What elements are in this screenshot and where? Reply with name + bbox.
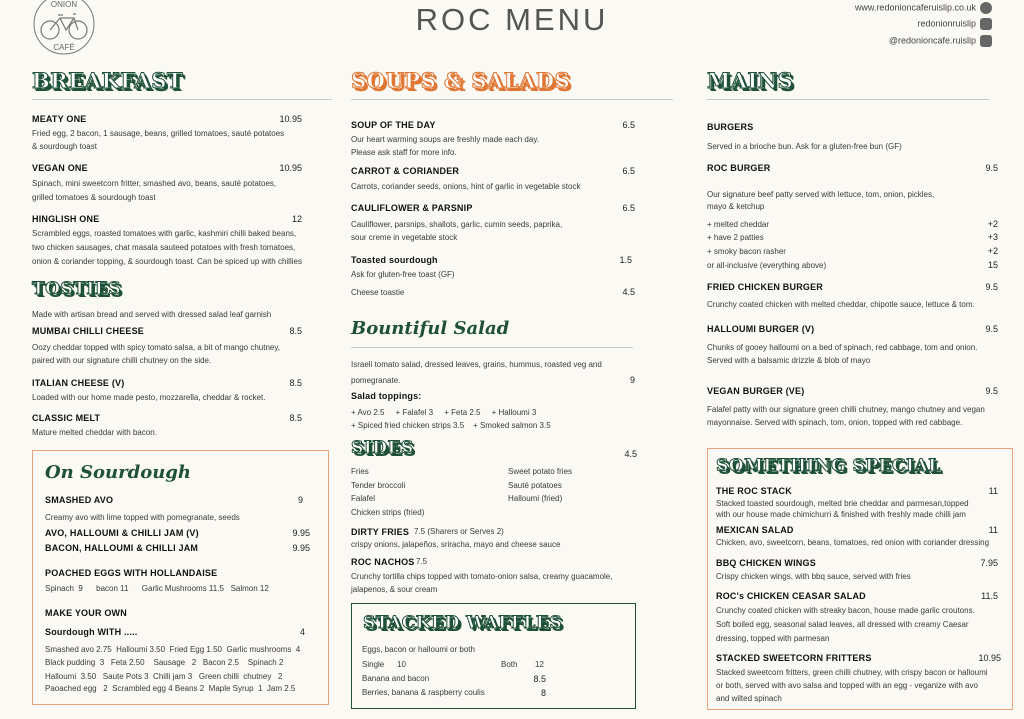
item-price: 9: [297, 495, 303, 505]
item-name: ROC BURGER: [707, 163, 771, 173]
extra-item: + have 2 patties: [707, 233, 764, 242]
instagram-icon: [980, 18, 992, 30]
item-desc: Banana and bacon: [362, 674, 430, 683]
divider: [351, 347, 633, 348]
item-name: HALLOUMI BURGER (V): [707, 324, 815, 334]
extra-price: +3: [987, 232, 998, 242]
item-desc: Loaded with our home made pesto, mozzarella, cheddar & rocket.: [32, 393, 266, 402]
item-price: 10.95: [279, 114, 302, 124]
item-desc: mayo & ketchup: [707, 202, 765, 211]
website-link[interactable]: [855, 2, 992, 14]
item-desc: Creamy avo with lime topped with pomegranate, seeds: [45, 513, 240, 522]
item-name: ITALIAN CHEESE (V): [32, 378, 125, 388]
soups-heading: SOUPS & SALADS: [351, 68, 571, 93]
toppings-line: + Avo 2.5 + Falafel 3 + Feta 2.5 + Halloumi 3: [351, 408, 537, 417]
instagram-text[interactable]: redonionruislip: [917, 18, 976, 29]
item-desc: Scrambled eggs, roasted tomatoes with garlic, kashmiri chilli baked beans,: [32, 229, 297, 238]
item-name: ROC's CHICKEN CEASAR SALAD: [716, 591, 866, 601]
item-desc: mayonnaise. Served with spinach, tom, onion, topped with red cabbage.: [707, 418, 963, 427]
facebook-icon: [980, 35, 992, 47]
waffles-heading: STACKED WAFFLES: [363, 613, 563, 633]
item-name: MUMBAI CHILLI CHEESE: [32, 326, 144, 336]
item-desc: Crunchy coated chicken with streaky bacon, house made garlic croutons.: [716, 606, 975, 615]
item-desc: Spinach 9 bacon 11 Garlic Mushrooms 11.5 Salmon 12: [45, 584, 269, 593]
extra-price: +2: [987, 219, 998, 229]
item-name: VEGAN BURGER (VE): [707, 386, 805, 396]
facebook-text[interactable]: @redonioncafe.ruislip: [888, 35, 976, 46]
item-desc: Ask for gluten-free toast (GF): [351, 270, 455, 279]
item-name: MAKE YOUR OWN: [45, 608, 127, 618]
item-desc: Cauliflower, parsnips, shallots, garlic, cumin seeds, paprika,: [351, 220, 563, 229]
item-desc: Stacked sweetcorn fritters, green chilli chutney, with crispy bacon or halloumi: [716, 668, 988, 677]
side-item: Falafel: [351, 494, 376, 503]
facebook-link[interactable]: [889, 35, 992, 47]
item-desc: two chicken sausages, chat masala sauteed potatoes with fresh tomatoes,: [32, 243, 296, 252]
item-price: 9: [629, 375, 635, 385]
item-desc: Israeli tomato salad, dressed leaves, grains, hummus, roasted veg and: [351, 360, 602, 369]
item-desc: & sourdough toast: [32, 142, 97, 151]
side-item: Sweet potato fries: [508, 467, 573, 476]
item-desc: onion & coriander topping, & sourdough toast. Can be spiced up with chillies: [32, 257, 302, 266]
toppings-label: Salad toppings:: [351, 391, 422, 401]
item-desc: grilled tomatoes & sourdough toast: [32, 193, 156, 202]
item-desc: Served in a brioche bun. Ask for a gluten-free bun (GF): [707, 142, 902, 151]
item-desc: with our house made chimichurri & finished with freshly made chilli jam: [716, 510, 966, 519]
item-price: 9.5: [985, 386, 998, 396]
toppings-line: + Spiced fried chicken strips 3.5 + Smoked salmon 3.5: [351, 421, 551, 430]
item-price: 8.5: [533, 674, 546, 684]
item-name: AVO, HALLOUMI & CHILLI JAM (V): [45, 528, 199, 538]
logo-top-text: ONION: [50, 0, 78, 9]
item-desc: Mature melted cheddar with bacon.: [32, 428, 157, 437]
item-price: 8.5: [289, 413, 302, 423]
item-price: 10: [397, 660, 406, 669]
item-name: CARROT & CORIANDER: [351, 166, 460, 176]
page-title: ROC MENU: [415, 2, 609, 37]
item-price: 9.95: [292, 543, 310, 553]
item-price: 11: [988, 525, 998, 535]
item-name: SOUP OF THE DAY: [351, 120, 436, 130]
item-price: 11.5: [981, 591, 998, 601]
tosties-heading: TOSTIES: [32, 279, 122, 299]
item-price: 9.5: [985, 163, 998, 173]
item-desc: Please ask staff for more info.: [351, 148, 457, 157]
item-name: CAULIFLOWER & PARSNIP: [351, 203, 473, 213]
item-price: 7.95: [980, 558, 998, 568]
item-price: 8: [540, 688, 546, 698]
item-desc: sour creme in vegetable stock: [351, 233, 458, 242]
divider: [351, 99, 673, 100]
item-desc: Paoached egg 2 Scrambled egg 4 Beans 2 Maple Syrup 1 Jam 2.5: [45, 684, 296, 693]
extra-price: 15: [987, 260, 998, 270]
item-price: 9.5: [985, 324, 998, 334]
sourdough-heading: On Sourdough: [45, 462, 191, 483]
divider: [32, 99, 332, 100]
item-desc: Falafel patty with our signature green chilli chutney, mango chutney and vegan: [707, 405, 985, 414]
item-price: 8.5: [289, 378, 302, 388]
logo-bottom-text: CAFÉ: [53, 43, 75, 52]
item-name: HINGLISH ONE: [32, 214, 100, 224]
item-price: 7.5: [416, 557, 428, 566]
item-desc: Oozy cheddar topped with spicy tomato salsa, a bit of mango chutney,: [32, 343, 280, 352]
item-desc: Cheese toastie: [351, 288, 405, 297]
item-desc: Halloumi 3.50 Saute Pots 3 Chilli jam 3 Green chilli chutney 2: [45, 672, 283, 681]
item-price: 6.5: [622, 120, 635, 130]
side-item: Sauté potatoes: [508, 481, 562, 490]
item-desc: Our signature beef patty served with lettuce, tom, onion, pickles,: [707, 190, 935, 199]
item-desc: crispy onions, jalapeños, sriracha, mayo and cheese sauce: [351, 540, 561, 549]
item-desc: Chicken, avo, sweetcorn, beans, tomatoes, red onion with coriander dressing: [716, 538, 990, 547]
breakfast-heading: BREAKFAST: [32, 68, 184, 93]
side-item: Tender broccoli: [351, 481, 406, 490]
item-name: DIRTY FRIES: [351, 527, 410, 537]
item-name: BURGERS: [707, 122, 754, 132]
website-text[interactable]: www.redonioncaferuislip.co.uk: [854, 2, 976, 13]
item-desc: Spinach, mini sweetcorn fritter, smashed avo, beans, sauté potatoes,: [32, 179, 277, 188]
item-desc: Soft boiled egg, seasonal salad leaves, all dressed with creamy Caesar: [716, 620, 969, 629]
item-desc: Our heart warming soups are freshly made each day.: [351, 135, 539, 144]
item-name: POACHED EGGS WITH HOLLANDAISE: [45, 568, 218, 578]
item-desc: Both: [501, 660, 518, 669]
item-name: SMASHED AVO: [45, 495, 114, 505]
item-price: 9.95: [292, 528, 310, 538]
item-price: 4.5: [624, 449, 637, 459]
item-name: FRIED CHICKEN BURGER: [707, 282, 824, 292]
item-desc: Served with a balsamic drizzle & blob of mayo: [707, 356, 871, 365]
extra-item: + smoky bacon rasher: [707, 247, 786, 256]
item-desc: Black pudding 3 Feta 2.50 Sausage 2 Bacon 2.5 Spinach 2: [45, 658, 284, 667]
item-price: 6.5: [622, 166, 635, 176]
item-name: MEATY ONE: [32, 114, 87, 124]
item-price: 9.5: [985, 282, 998, 292]
item-desc: Chunks of gooey halloumi on a bed of spinach, red cabbage, tom and onion.: [707, 343, 978, 352]
item-desc: Eggs, bacon or halloumi or both: [362, 645, 475, 654]
item-name: Sourdough WITH .....: [45, 627, 138, 637]
item-price: 4: [299, 627, 305, 637]
item-desc: Fried egg, 2 bacon, 1 sausage, beans, grilled tomatoes, sauté potatoes: [32, 129, 285, 138]
item-desc: Crispy chicken wings, with bbq sauce, served with fries: [716, 572, 911, 581]
salad-heading: Bountiful Salad: [351, 318, 510, 339]
item-price: 12: [291, 214, 302, 224]
item-desc: paired with our signature chilli chutney on the side.: [32, 356, 212, 365]
item-price: 6.5: [622, 203, 635, 213]
extra-item: or all-inclusive (everything above): [707, 261, 827, 270]
item-desc: Berries, banana & raspberry coulis: [362, 688, 485, 697]
item-name: BACON, HALLOUMI & CHILLI JAM: [45, 543, 199, 553]
item-name: THE ROC STACK: [716, 486, 792, 496]
item-note: 7.5 (Sharers or Serves 2): [414, 527, 504, 536]
item-name: STACKED SWEETCORN FRITTERS: [716, 653, 872, 663]
item-name: CLASSIC MELT: [32, 413, 101, 423]
item-desc: Crunchy tortilla chips topped with tomato-onion salsa, creamy guacamole,: [351, 572, 613, 581]
extra-item: + melted cheddar: [707, 220, 770, 229]
item-desc: jalapenos, & sour cream: [351, 585, 438, 594]
item-desc: and wilted spinach: [716, 694, 782, 703]
item-desc: pomegranate.: [351, 376, 401, 385]
item-price: 1.5: [619, 255, 632, 265]
divider: [707, 99, 989, 100]
item-price: 4.5: [622, 287, 635, 297]
item-desc: Stacked toasted sourdough, melted brie cheddar and parmesan,topped: [716, 499, 969, 508]
item-name: MEXICAN SALAD: [716, 525, 794, 535]
tosties-intro: Made with artisan bread and served with dressed salad leaf garnish: [32, 310, 272, 319]
side-item: Chicken strips (fried): [351, 508, 425, 517]
item-price: 10.95: [978, 653, 1001, 663]
side-item: Halloumi (fried): [508, 494, 563, 503]
item-price: 11: [988, 486, 998, 496]
item-price: 12: [535, 660, 544, 669]
item-desc: or both, served with avo salsa and topped with an egg - veganize with avo: [716, 681, 978, 690]
item-price: 10.95: [279, 163, 302, 173]
item-desc: Carrots, coriander seeds, onions, hint of garlic in vegetable stock: [351, 182, 581, 191]
sides-heading: SIDES: [351, 438, 414, 458]
item-name: BBQ CHICKEN WINGS: [716, 558, 816, 568]
item-name: VEGAN ONE: [32, 163, 88, 173]
item-desc: Single: [362, 660, 385, 669]
item-price: 8.5: [289, 326, 302, 336]
item-name: ROC NACHOS: [351, 557, 415, 567]
item-desc: dressing, topped with parmesan: [716, 634, 830, 643]
instagram-link[interactable]: [917, 18, 992, 30]
side-item: Fries: [351, 467, 369, 476]
mains-heading: MAINS: [707, 68, 794, 93]
extra-price: +2: [987, 246, 998, 256]
item-name: Toasted sourdough: [351, 255, 438, 265]
item-desc: Crunchy coated chicken with melted cheddar, chipotle sauce, lettuce & tom.: [707, 300, 975, 309]
special-heading: SOMETHING SPECIAL: [716, 456, 941, 476]
item-desc: Smashed avo 2.75 Halloumi 3.50 Fried Egg 1.50 Garlic mushrooms 4: [45, 645, 301, 654]
globe-icon: [980, 2, 992, 14]
